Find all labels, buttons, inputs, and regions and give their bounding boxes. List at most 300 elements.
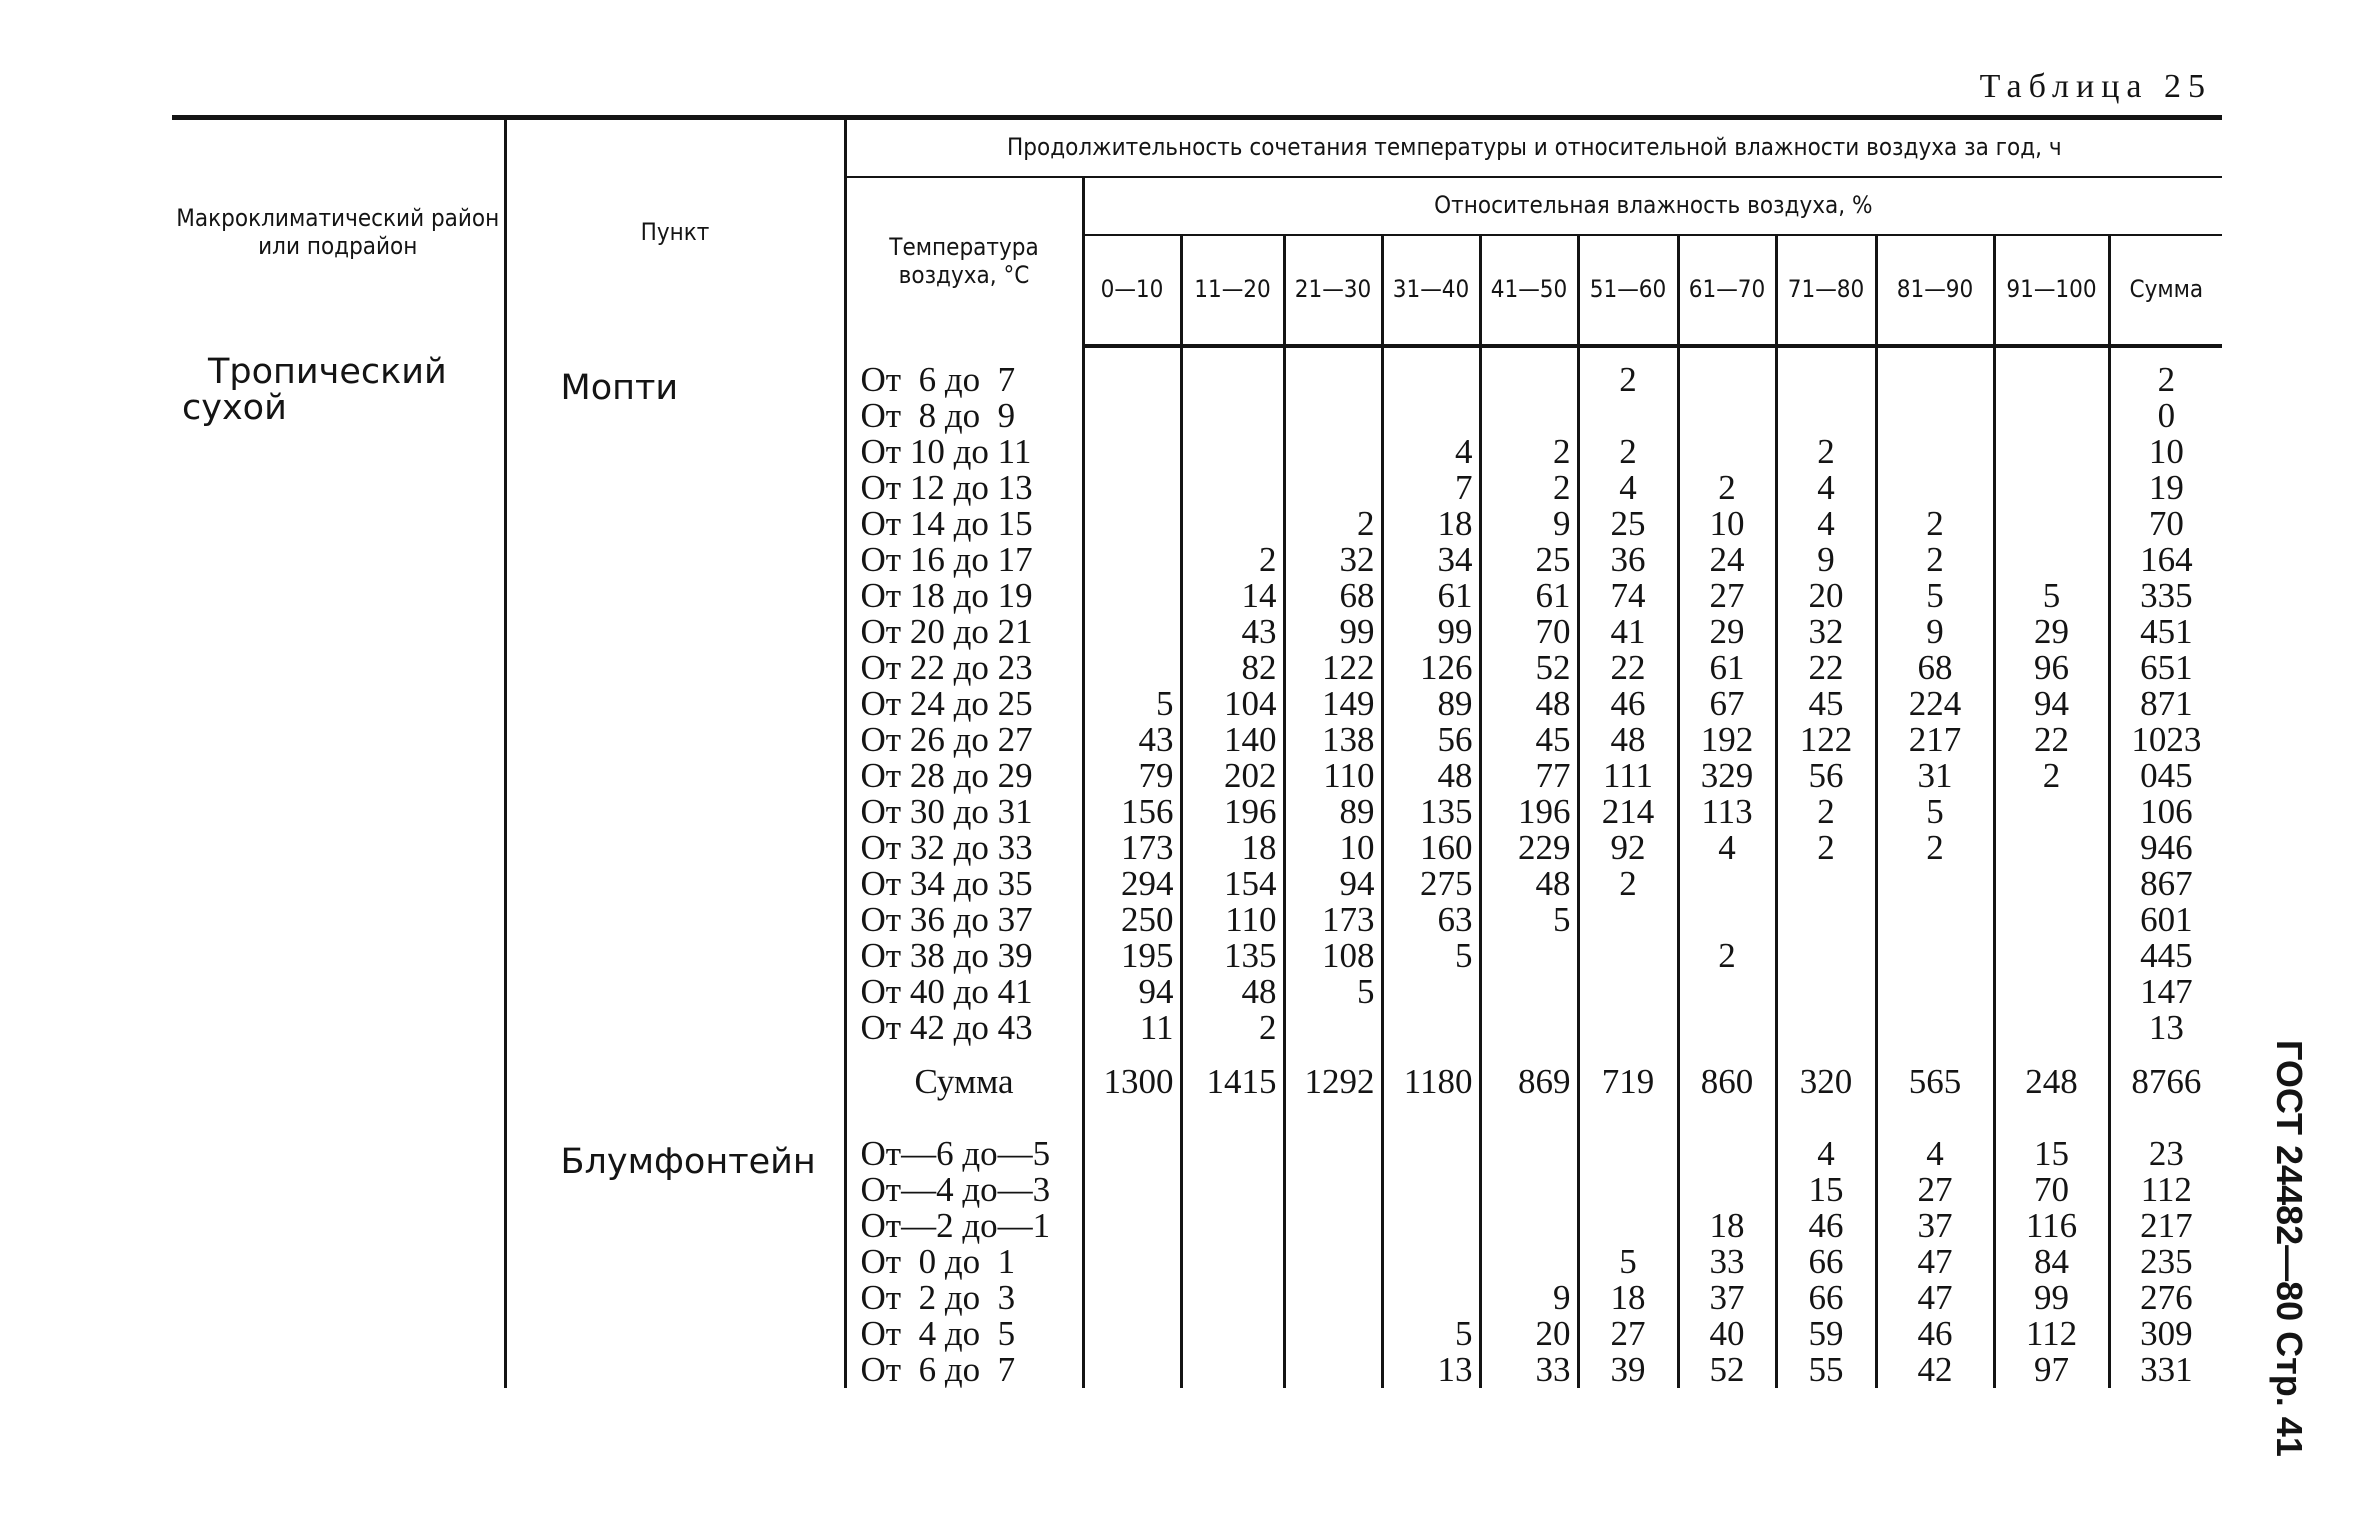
- cell-value: 4: [1619, 468, 1637, 507]
- cell-value: 160: [1420, 828, 1473, 867]
- cell-value: 55: [1808, 1350, 1844, 1389]
- temperature-range: [845, 1244, 1083, 1280]
- cell-value: 135: [1420, 792, 1473, 831]
- value-cell: [1578, 758, 1678, 794]
- temperature-range: [845, 722, 1083, 758]
- value-cell: [1284, 650, 1382, 686]
- cell-value: 82: [1241, 648, 1277, 687]
- row-sum-cell: [2109, 362, 2222, 398]
- value-cell: [1578, 506, 1678, 542]
- value-cell: [1083, 686, 1181, 722]
- cell-value: 89: [1437, 684, 1473, 723]
- cell-value: 70: [2034, 1170, 2069, 1209]
- humidity-bin-header: 41—50: [1480, 235, 1578, 346]
- value-cell: [1578, 578, 1678, 614]
- value-cell: [1181, 722, 1284, 758]
- spacer-cell: [1876, 346, 1994, 362]
- value-cell: [1876, 614, 1994, 650]
- value-cell: [1181, 1046, 1284, 1122]
- value-cell: [1480, 1136, 1578, 1172]
- cell-value: 196: [1224, 792, 1277, 831]
- value-cell: [1083, 1208, 1181, 1244]
- value-cell: [1284, 1244, 1382, 1280]
- value-cell: [1382, 722, 1480, 758]
- cell-value: 74: [1610, 576, 1646, 615]
- cell-value: 331: [2140, 1350, 2193, 1389]
- cell-value: 2: [1718, 936, 1736, 975]
- cell-value: 37: [1709, 1278, 1745, 1317]
- value-cell: [1083, 506, 1181, 542]
- row-sum-cell: [2109, 1280, 2222, 1316]
- temperature-range-text: От 24 до 25: [860, 684, 1033, 723]
- spacer-cell: [1181, 1122, 1284, 1136]
- value-cell: [1994, 470, 2109, 506]
- row-sum-cell: [2109, 1010, 2222, 1046]
- value-cell: [1284, 974, 1382, 1010]
- value-cell: [1776, 398, 1876, 434]
- value-cell: [1776, 794, 1876, 830]
- humidity-bin-header: 81—90: [1876, 235, 1994, 346]
- row-sum-cell: [2109, 1352, 2222, 1388]
- value-cell: [1994, 1046, 2109, 1122]
- cell-value: 1180: [1403, 1062, 1473, 1101]
- value-cell: [1776, 866, 1876, 902]
- value-cell: [1382, 1046, 1480, 1122]
- value-cell: [1382, 938, 1480, 974]
- cell-value: 23: [2148, 1134, 2184, 1173]
- cell-value: 22: [1808, 648, 1844, 687]
- value-cell: [1083, 1136, 1181, 1172]
- temperature-range-text: От 36 до 37: [860, 900, 1033, 939]
- cell-value: 309: [2140, 1314, 2193, 1353]
- cell-value: 946: [2140, 828, 2193, 867]
- value-cell: [1480, 902, 1578, 938]
- value-cell: [1876, 866, 1994, 902]
- value-cell: [1678, 362, 1776, 398]
- cell-value: 719: [1601, 1062, 1655, 1101]
- temperature-range-text: От 20 до 21: [860, 612, 1033, 651]
- cell-value: 37: [1917, 1206, 1953, 1245]
- value-cell: [1678, 1208, 1776, 1244]
- value-cell: [1876, 1244, 1994, 1280]
- cell-value: 5: [2042, 576, 2061, 615]
- value-cell: [1480, 542, 1578, 578]
- value-cell: [1776, 578, 1876, 614]
- cell-value: 68: [1339, 576, 1375, 615]
- value-cell: [1776, 1280, 1876, 1316]
- cell-value: 4: [1926, 1134, 1944, 1173]
- value-cell: [1284, 1172, 1382, 1208]
- cell-value: 39: [1610, 1350, 1646, 1389]
- cell-value: 2: [1259, 1008, 1277, 1047]
- value-cell: [1776, 1172, 1876, 1208]
- value-cell: [1678, 470, 1776, 506]
- cell-value: 9: [1817, 540, 1835, 579]
- value-cell: [1181, 1316, 1284, 1352]
- value-cell: [1382, 650, 1480, 686]
- value-cell: [1776, 1046, 1876, 1122]
- value-cell: [1776, 974, 1876, 1010]
- cell-value: 217: [2140, 1206, 2193, 1245]
- cell-value: 445: [2140, 936, 2193, 975]
- temperature-range: [845, 902, 1083, 938]
- value-cell: [1480, 398, 1578, 434]
- value-cell: [1284, 686, 1382, 722]
- cell-value: 33: [1709, 1242, 1745, 1281]
- value-cell: [1083, 1316, 1181, 1352]
- temperature-range: [845, 1208, 1083, 1244]
- humidity-bin-header: 0—10: [1083, 235, 1181, 346]
- value-cell: [1776, 1352, 1876, 1388]
- value-cell: [1480, 362, 1578, 398]
- cell-value: 110: [1323, 756, 1375, 795]
- cell-value: 5: [1357, 972, 1375, 1011]
- temperature-range-text: От 42 до 43: [860, 1008, 1033, 1047]
- value-cell: [1181, 866, 1284, 902]
- value-cell: [1678, 722, 1776, 758]
- value-cell: [1382, 614, 1480, 650]
- value-cell: [1181, 470, 1284, 506]
- row-sum-cell: [2109, 902, 2222, 938]
- cell-value: 2: [2157, 360, 2176, 399]
- value-cell: [1776, 830, 1876, 866]
- spacer-cell: [1382, 346, 1480, 362]
- region-column-header: Макроклиматический район или подрайон: [172, 118, 505, 347]
- value-cell: [1284, 398, 1382, 434]
- value-cell: [1284, 938, 1382, 974]
- temperature-column-header: Температура воздуха, °С: [845, 177, 1083, 346]
- cell-value: 9: [1926, 612, 1944, 651]
- value-cell: [1578, 1136, 1678, 1172]
- value-cell: [1181, 1208, 1284, 1244]
- value-cell: [1382, 398, 1480, 434]
- temperature-range-text: От 0 до 1: [860, 1242, 1016, 1281]
- cell-value: 173: [1121, 828, 1174, 867]
- cell-value: 56: [1437, 720, 1473, 759]
- spacer-cell: [1181, 346, 1284, 362]
- cell-value: 48: [1535, 684, 1571, 723]
- cell-value: 867: [2140, 864, 2193, 903]
- value-cell: [1382, 1280, 1480, 1316]
- value-cell: [1382, 1244, 1480, 1280]
- value-cell: [1578, 830, 1678, 866]
- cell-value: 61: [1535, 576, 1571, 615]
- climate-table: [172, 115, 2222, 1388]
- value-cell: [1876, 362, 1994, 398]
- value-cell: [1578, 650, 1678, 686]
- value-cell: [1678, 938, 1776, 974]
- row-sum-cell: [2109, 1136, 2222, 1172]
- value-cell: [1678, 902, 1776, 938]
- value-cell: [1994, 1280, 2109, 1316]
- temperature-range-text: От 40 до 41: [860, 972, 1033, 1011]
- cell-value: 126: [1420, 648, 1473, 687]
- value-cell: [1994, 974, 2109, 1010]
- cell-value: 61: [1437, 576, 1473, 615]
- value-cell: [1876, 974, 1994, 1010]
- value-cell: [1284, 758, 1382, 794]
- cell-value: 25: [1610, 504, 1646, 543]
- cell-value: 27: [1917, 1170, 1953, 1209]
- value-cell: [1776, 758, 1876, 794]
- value-cell: [1578, 794, 1678, 830]
- cell-value: 2: [1926, 540, 1944, 579]
- cell-value: 1292: [1304, 1062, 1375, 1101]
- cell-value: 18: [1709, 1206, 1745, 1245]
- value-cell: [1480, 866, 1578, 902]
- cell-value: 14: [1241, 576, 1277, 615]
- temperature-range: [845, 614, 1083, 650]
- value-cell: [1284, 794, 1382, 830]
- temperature-range: [845, 650, 1083, 686]
- value-cell: [1181, 578, 1284, 614]
- temperature-range: [845, 1352, 1083, 1388]
- cell-value: 135: [1224, 936, 1277, 975]
- value-cell: [1083, 830, 1181, 866]
- temperature-range-text: От 6 до 7: [860, 360, 1016, 399]
- cell-value: 99: [2034, 1278, 2069, 1317]
- cell-value: 111: [1603, 756, 1653, 795]
- value-cell: [1181, 398, 1284, 434]
- value-cell: [1181, 1010, 1284, 1046]
- value-cell: [1578, 1046, 1678, 1122]
- cell-value: 46: [1808, 1206, 1844, 1245]
- value-cell: [1876, 794, 1994, 830]
- value-cell: [1382, 1136, 1480, 1172]
- cell-value: 96: [2034, 648, 2069, 687]
- value-cell: [1578, 542, 1678, 578]
- cell-value: 113: [1701, 792, 1753, 831]
- value-cell: [1994, 722, 2109, 758]
- value-cell: [1480, 974, 1578, 1010]
- value-cell: [1083, 1280, 1181, 1316]
- row-sum-cell: [2109, 542, 2222, 578]
- value-cell: [1876, 722, 1994, 758]
- value-cell: [1382, 1010, 1480, 1046]
- value-cell: [1382, 974, 1480, 1010]
- row-sum-cell: [2109, 578, 2222, 614]
- temperature-range-text: От 26 до 27: [860, 720, 1033, 759]
- cell-value: 20: [1808, 576, 1844, 615]
- row-sum-cell: [2109, 866, 2222, 902]
- temperature-range: [845, 542, 1083, 578]
- value-cell: [1994, 794, 2109, 830]
- value-cell: [1284, 1352, 1382, 1388]
- value-cell: [1876, 938, 1994, 974]
- row-sum-cell: [2109, 830, 2222, 866]
- cell-value: 32: [1808, 612, 1844, 651]
- value-cell: [1284, 470, 1382, 506]
- value-cell: [1480, 722, 1578, 758]
- value-cell: [1776, 938, 1876, 974]
- cell-value: 79: [1138, 756, 1174, 795]
- humidity-bin-header: 11—20: [1181, 235, 1284, 346]
- value-cell: [1480, 470, 1578, 506]
- value-cell: [1284, 902, 1382, 938]
- row-sum-cell: [2109, 1208, 2222, 1244]
- value-cell: [1678, 866, 1776, 902]
- cell-value: 1300: [1103, 1062, 1174, 1101]
- value-cell: [1994, 434, 2109, 470]
- cell-value: 99: [1437, 612, 1473, 651]
- value-cell: [1994, 542, 2109, 578]
- cell-value: 2: [1817, 792, 1835, 831]
- value-cell: [1083, 470, 1181, 506]
- sum-column-header: Сумма: [2109, 235, 2222, 346]
- value-cell: [1284, 1208, 1382, 1244]
- value-cell: [1083, 398, 1181, 434]
- value-cell: [1382, 866, 1480, 902]
- cell-value: 99: [1339, 612, 1375, 651]
- value-cell: [1181, 686, 1284, 722]
- value-cell: [1994, 362, 2109, 398]
- value-cell: [1578, 938, 1678, 974]
- value-cell: [1994, 938, 2109, 974]
- cell-value: 2: [1259, 540, 1277, 579]
- temperature-range: [845, 938, 1083, 974]
- cell-value: 250: [1121, 900, 1174, 939]
- value-cell: [1994, 1136, 2109, 1172]
- value-cell: [1678, 794, 1776, 830]
- cell-value: 5: [1455, 1314, 1473, 1353]
- cell-value: 202: [1224, 756, 1277, 795]
- value-cell: [1382, 362, 1480, 398]
- humidity-bin-header: 21—30: [1284, 235, 1382, 346]
- cell-value: 27: [1709, 576, 1745, 615]
- value-cell: [1083, 974, 1181, 1010]
- row-sum-cell: [2109, 722, 2222, 758]
- cell-value: 67: [1709, 684, 1745, 723]
- value-cell: [1578, 1316, 1678, 1352]
- table-label: Таблица 25: [1979, 68, 2212, 105]
- cell-value: 41: [1610, 612, 1646, 651]
- table-header: [172, 118, 2222, 347]
- value-cell: [1284, 1010, 1382, 1046]
- cell-value: 8766: [2131, 1062, 2202, 1101]
- cell-value: 10: [2148, 432, 2184, 471]
- value-cell: [1776, 1316, 1876, 1352]
- temperature-range-text: От—4 до—3: [860, 1170, 1051, 1209]
- value-cell: [1083, 1244, 1181, 1280]
- temperature-range-text: От 16 до 17: [860, 540, 1033, 579]
- cell-value: 2: [1619, 432, 1637, 471]
- spacer-cell: [1480, 346, 1578, 362]
- cell-value: 20: [1535, 1314, 1571, 1353]
- cell-value: 112: [2025, 1314, 2078, 1353]
- cell-value: 871: [2140, 684, 2193, 723]
- cell-value: 84: [2034, 1242, 2069, 1281]
- cell-value: 25: [1535, 540, 1571, 579]
- temperature-range: [845, 794, 1083, 830]
- value-cell: [1480, 758, 1578, 794]
- cell-value: 52: [1709, 1350, 1745, 1389]
- value-cell: [1678, 1316, 1776, 1352]
- value-cell: [1181, 506, 1284, 542]
- value-cell: [1994, 398, 2109, 434]
- cell-value: 40: [1709, 1314, 1745, 1353]
- cell-value: 4: [1817, 504, 1835, 543]
- cell-value: 32: [1339, 540, 1375, 579]
- cell-value: 112: [2140, 1170, 2192, 1209]
- value-cell: [1578, 362, 1678, 398]
- row-sum-cell: [2109, 974, 2222, 1010]
- cell-value: 36: [1610, 540, 1646, 579]
- cell-value: 66: [1808, 1242, 1844, 1281]
- region-name-line: Тропический: [208, 352, 447, 392]
- temperature-range: [845, 398, 1083, 434]
- value-cell: [1876, 1280, 1994, 1316]
- cell-value: 601: [2140, 900, 2193, 939]
- value-cell: [1578, 902, 1678, 938]
- cell-value: 77: [1535, 756, 1571, 795]
- humidity-bin-header: 31—40: [1382, 235, 1480, 346]
- value-cell: [1876, 542, 1994, 578]
- cell-value: 217: [1908, 720, 1962, 759]
- spacer-cell: [1083, 346, 1181, 362]
- value-cell: [1876, 902, 1994, 938]
- gost-page-reference: ГОСТ 24482—80 Стр. 41: [2269, 1040, 2310, 1457]
- value-cell: [1994, 1352, 2109, 1388]
- cell-value: 11: [1139, 1008, 1174, 1047]
- temperature-range: [845, 1280, 1083, 1316]
- value-cell: [1678, 398, 1776, 434]
- cell-value: 195: [1121, 936, 1174, 975]
- value-cell: [1181, 974, 1284, 1010]
- cell-value: 5: [1926, 576, 1944, 615]
- cell-value: 2: [1817, 828, 1835, 867]
- duration-header: Продолжительность сочетания температуры и относительной влажности воздуха за год, ч: [845, 118, 2222, 178]
- temperature-range: [845, 578, 1083, 614]
- value-cell: [1876, 1172, 1994, 1208]
- value-cell: [1678, 650, 1776, 686]
- value-cell: [1994, 1244, 2109, 1280]
- cell-value: 196: [1518, 792, 1571, 831]
- row-sum-cell: [2109, 398, 2222, 434]
- cell-value: 275: [1420, 864, 1473, 903]
- temperature-range-text: От 6 до 7: [860, 1350, 1016, 1389]
- value-cell: [1578, 1172, 1678, 1208]
- value-cell: [1480, 1352, 1578, 1388]
- value-cell: [1578, 686, 1678, 722]
- row-sum-cell: [2109, 1046, 2222, 1122]
- cell-value: 1023: [2131, 720, 2202, 759]
- value-cell: [1876, 470, 1994, 506]
- value-cell: [1994, 1172, 2109, 1208]
- value-cell: [1578, 398, 1678, 434]
- value-cell: [1181, 542, 1284, 578]
- value-cell: [1994, 1316, 2109, 1352]
- value-cell: [1876, 758, 1994, 794]
- temperature-range: [845, 1172, 1083, 1208]
- cell-value: 29: [2034, 612, 2069, 651]
- cell-value: 89: [1339, 792, 1375, 831]
- value-cell: [1181, 794, 1284, 830]
- cell-value: 48: [1535, 864, 1571, 903]
- value-cell: [1480, 434, 1578, 470]
- value-cell: [1382, 434, 1480, 470]
- value-cell: [1578, 974, 1678, 1010]
- cell-value: 5: [1455, 936, 1473, 975]
- value-cell: [1480, 1208, 1578, 1244]
- row-sum-cell: [2109, 686, 2222, 722]
- temperature-range: [845, 866, 1083, 902]
- cell-value: 15: [2034, 1134, 2069, 1173]
- cell-value: 248: [2025, 1062, 2078, 1101]
- cell-value: 70: [2148, 504, 2184, 543]
- cell-value: 63: [1437, 900, 1473, 939]
- cell-value: 24: [1709, 540, 1745, 579]
- value-cell: [1578, 1208, 1678, 1244]
